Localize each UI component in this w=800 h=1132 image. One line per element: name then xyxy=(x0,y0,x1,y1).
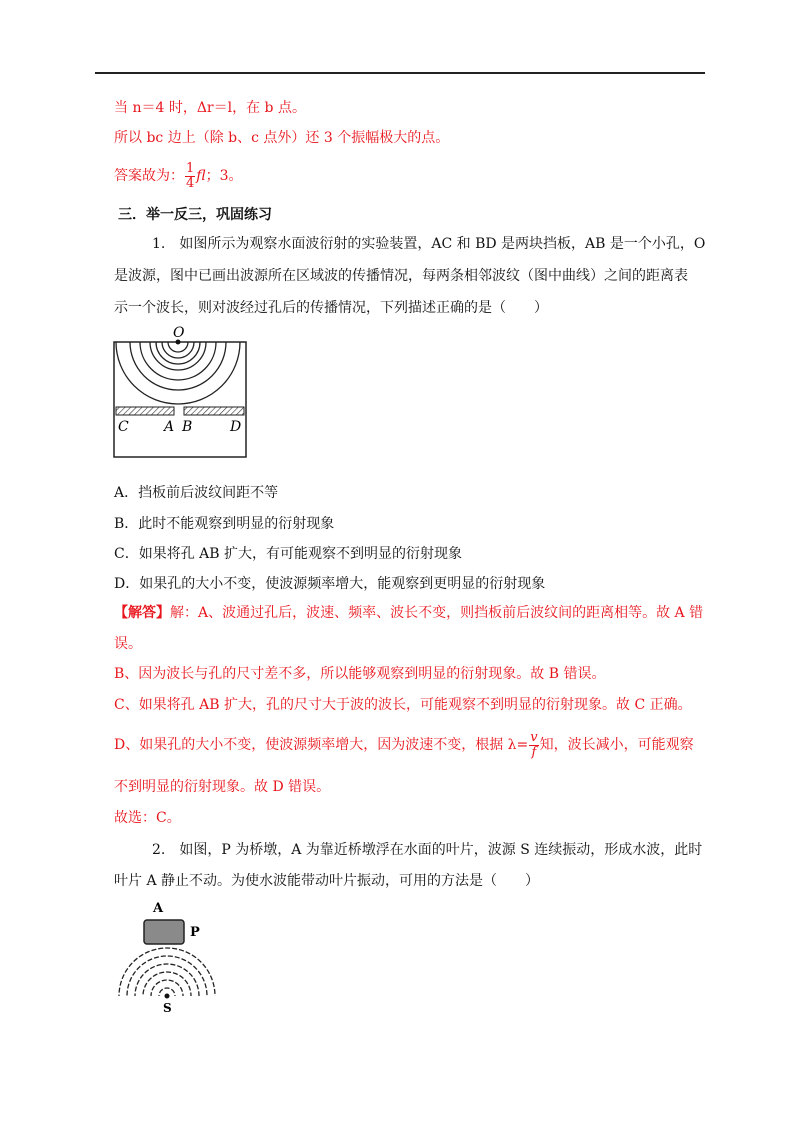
fraction-numerator: v xyxy=(530,729,538,745)
label-O: O xyxy=(173,325,185,341)
question-stem-line: 叶片 A 静止不动。为使水波能带动叶片振动，可用的方法是（ ） xyxy=(114,873,540,889)
header-rule xyxy=(95,72,705,74)
option-c: C．如果将孔 AB 扩大，有可能观察不到明显的衍射现象 xyxy=(114,546,463,562)
label-A: A xyxy=(153,901,164,916)
fraction-numerator: 1 xyxy=(186,160,195,176)
solution-line: 不到明显的衍射现象。故 D 错误。 xyxy=(114,779,331,795)
question-stem-line: 2. 如图，P 为桥墩，A 为靠近桥墩浮在水面的叶片，波源 S 连续振动，形成水波，此时 xyxy=(152,842,703,858)
fraction-denominator: 4 xyxy=(186,175,195,191)
solution-line: 误。 xyxy=(114,636,142,652)
label-S: S xyxy=(163,1001,172,1015)
option-d: D．如果孔的大小不变，使波源频率增大，能观察到更明显的衍射现象 xyxy=(114,576,546,592)
question-stem-line: 是波源，图中已画出波源所在区域波的传播情况，每两条相邻波纹（图中曲线）之间的距离表 xyxy=(114,268,688,284)
diffraction-figure xyxy=(112,318,252,460)
option-b: B．此时不能观察到明显的衍射现象 xyxy=(114,516,335,532)
label-B: B xyxy=(182,419,193,435)
option-a: A．挡板前后波纹间距不等 xyxy=(114,485,279,501)
label-P: P xyxy=(190,925,200,940)
section-title: 三．举一反三，巩固练习 xyxy=(118,207,272,223)
answer-text-line: 当 n＝4 时，Δr＝l，在 b 点。 xyxy=(114,100,306,116)
solution-line: C、如果将孔 AB 扩大，孔的尺寸大于波的波长，可能观察不到明显的衍射现象。故 C 正确。 xyxy=(114,697,692,713)
question-stem-line: 1. 如图所示为观察水面波衍射的实验装置，AC 和 BD 是两块挡板，AB 是一个小孔，O xyxy=(152,236,706,252)
solution-line xyxy=(114,603,703,623)
barrier-left xyxy=(116,407,174,415)
tank-outline xyxy=(114,342,246,457)
wave-crests xyxy=(116,342,240,404)
barrier-right xyxy=(184,407,244,415)
wave-source-dot xyxy=(165,994,170,999)
solution-line: B、因为波长与孔的尺寸差不多，所以能够观察到明显的衍射现象。故 B 错误。 xyxy=(114,666,606,682)
solution-text: 知，波长减小，可能观察 xyxy=(539,737,694,753)
label-D: D xyxy=(230,419,242,435)
question-stem-line: 示一个波长，则对波经过孔后的传播情况，下列描述正确的是（ ） xyxy=(114,300,548,316)
label-C: C xyxy=(118,419,129,435)
answer-suffix: ；3。 xyxy=(205,168,243,184)
fraction-variable: fl xyxy=(196,168,206,184)
fraction-denominator: f xyxy=(531,744,537,760)
answer-prefix: 答案故为： xyxy=(114,168,184,184)
leaf-a xyxy=(144,920,184,944)
fraction-one-quarter xyxy=(185,162,195,191)
solution-text: 解：A、波通过孔后，波速、频率、波长不变，则挡板前后波纹间的距离相等。故 A 错 xyxy=(170,605,704,621)
fraction-v-over-f xyxy=(529,731,538,760)
final-choice: 故选：C。 xyxy=(114,810,181,826)
bridge-pier-figure xyxy=(112,894,222,1016)
solution-text: D、如果孔的大小不变，使波源频率增大，因为波速不变，根据 λ= xyxy=(114,737,529,753)
label-A: A xyxy=(164,419,175,435)
answer-text-line: 所以 bc 边上（除 b、c 点外）还 3 个振幅极大的点。 xyxy=(114,130,450,146)
solution-tag: 【解答】 xyxy=(114,605,170,621)
answer-summary-line xyxy=(114,160,243,192)
solution-line-formula xyxy=(114,728,694,762)
